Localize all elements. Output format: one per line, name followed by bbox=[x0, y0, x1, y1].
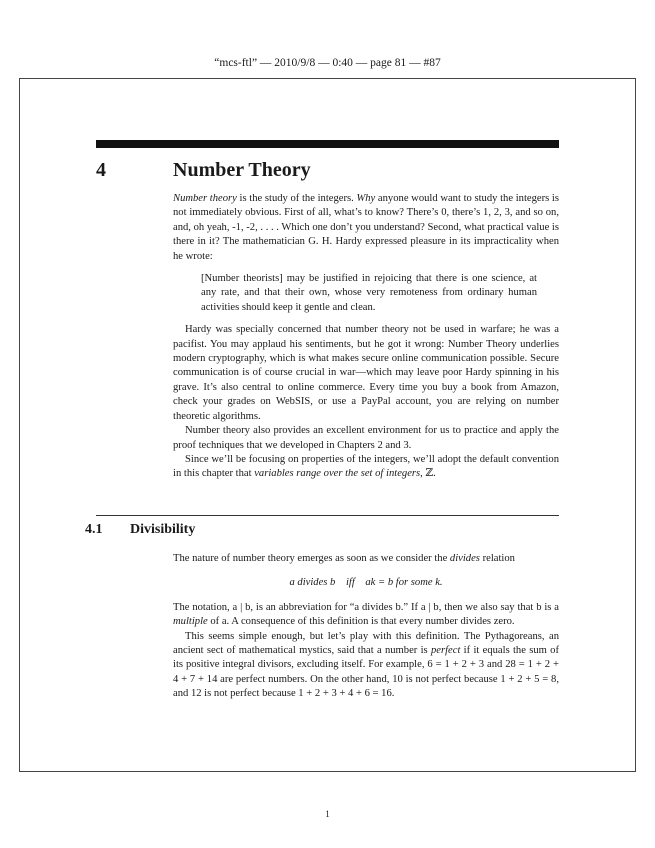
chapter-intro bbox=[173, 192, 559, 482]
page-number: 1 bbox=[325, 809, 330, 819]
running-header: “mcs-ftl” — 2010/9/8 — 0:40 — page 81 — #87 bbox=[214, 57, 441, 69]
emphasis-convention: variables range over the set of integers bbox=[254, 468, 421, 480]
hardy-quote: [Number theorists] may be justified in rejoicing that there is one science, at any rate, and that their own, whose very remoteness from ordinary human activities should keep it gentle and clean. bbox=[201, 273, 537, 313]
emphasis-perfect: perfect bbox=[430, 645, 461, 657]
intro-paragraph-1 bbox=[173, 192, 559, 264]
section-text: of a. A consequence of this definition is that every number divides zero. bbox=[207, 616, 515, 628]
term-number-theory: Number theory bbox=[173, 193, 237, 204]
section-text: The nature of number theory emerges as soon as we consider the bbox=[173, 553, 450, 564]
emphasis-why: Why bbox=[356, 193, 376, 204]
intro-paragraph-2: Hardy was specially concerned that number theory not be used in warfare; he was a pacifist. You may applaud his sentiments, but he got it wrong: Number Theory underlies modern cryptography, which is what makes secure online communication possible. Secure communication is of course crucial in war—which may leave poor Hardy spinning in his grave. It’s also central to online commerce. Every time you buy a book from Amazon, check your grades on WebSIS, or use a PayPal account, you are relying on number theoretic algorithms. bbox=[173, 324, 559, 422]
section-text: The notation, a | b, is an abbreviation for “a divides b.” If a | b, then we also say that b is a bbox=[173, 601, 559, 613]
intro-paragraph-3: Number theory also provides an excellent environment for us to practice and apply the proof techniques that we developed in Chapters 2 and 3. bbox=[173, 425, 559, 451]
section-text: This seems simple enough, but let’s play with this definition. The Pythagoreans, an ancient sect of mathematical mystics, said that a number is bbox=[173, 630, 559, 657]
chapter-rule bbox=[96, 140, 559, 148]
section-number: 4.1 bbox=[85, 522, 103, 537]
chapter-title: Number Theory bbox=[173, 159, 311, 181]
section-text: if it equals the sum of its positive integral divisors, excluding itself. For example, 6 = 1 + 2 + 3 and 28 = 1 + 2 + 4 + 7 + 14 are perfect numbers. On the other hand, 10 is not perfect because 1 + 2 + 5 = 8, and 12 is not perfect because 1 + 2 + 3 + 4 + 6 = 16. bbox=[173, 645, 559, 700]
section-text: relation bbox=[479, 553, 515, 564]
intro-text: Since we’ll be focusing on properties of the integers, we’ll adopt the default convention in this chapter that bbox=[173, 453, 559, 480]
section-rule bbox=[96, 515, 559, 516]
section-paragraph-3 bbox=[173, 630, 559, 702]
chapter-number: 4 bbox=[96, 159, 106, 181]
intro-text: , ℤ. bbox=[420, 468, 436, 480]
intro-paragraph-4 bbox=[173, 453, 559, 482]
intro-text: is the study of the integers. bbox=[236, 193, 357, 204]
section-body bbox=[173, 552, 559, 702]
emphasis-divides: divides bbox=[449, 553, 480, 564]
emphasis-multiple: multiple bbox=[173, 616, 208, 628]
section-title: Divisibility bbox=[130, 522, 196, 537]
intro-text: anyone would want to study the integers is not immediately obvious. First of all, what’s to know? There’s 0, there’s 1, 2, 3, and so on, and, oh yeah, -1, -2, . . . . Which one don’t you understand? Second, what practical value is there in it? The mathematician G. H. Hardy expressed pleasure in its impracticality when he wrote: bbox=[173, 193, 559, 262]
section-paragraph-2 bbox=[173, 601, 559, 630]
section-paragraph-1 bbox=[173, 552, 559, 566]
divides-definition: a divides b iff ak = b for some k. bbox=[289, 577, 443, 589]
